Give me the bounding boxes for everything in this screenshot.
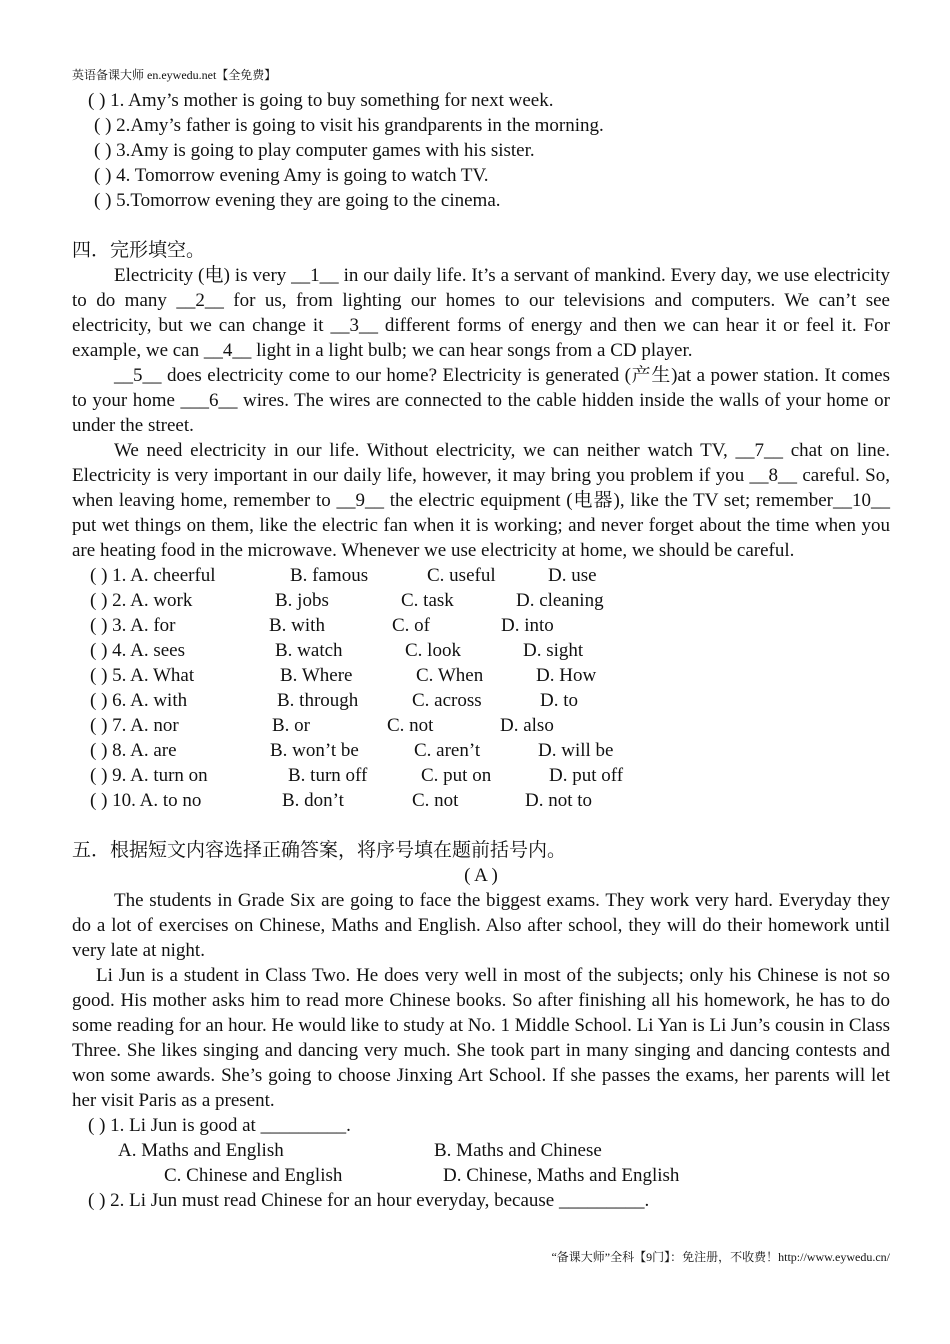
choice-row: A. Maths and English B. Maths and Chinese — [118, 1140, 602, 1161]
cloze-paragraph: Electricity (电) is very __1__ in our daily life. It’s a servant of mankind. Every day, we use electricity to do many __2__ for us, from lighting our homes to our televisions and computers. We can’t see electricity, but we can change it __3__ different forms of energy and then we can hear it or feel it. For example, we can __4__ light in a light bulb; we can hear songs from a CD player. — [72, 265, 890, 361]
tf-item: ( ) 1. Amy’s mother is going to buy something for next week. — [88, 90, 554, 111]
cloze-paragraph: We need electricity in our life. Without electricity, we can neither watch TV, __7__ chat on line. Electricity is very important in our daily life, however, it may bring you problem if you __8__ careful. So, when leaving home, remember to __9__ the electric equipment (电器), like the TV set; remember__10__ put wet things on them, like the electric fan when it is working; and never forget about the time when you are heating food in the microwave. Whenever we use electricity at home, we should be careful. — [72, 440, 890, 561]
tf-item: ( ) 2.Amy’s father is going to visit his grandparents in the morning. — [94, 115, 604, 136]
option-row: ( ) 3. A. for B. with C. of D. into — [90, 615, 554, 636]
page-header: 英语备课大师 en.eywedu.net【全免费】 — [72, 68, 277, 82]
option-row: ( ) 8. A. are B. won’t be C. aren’t D. will be — [90, 740, 614, 761]
document-page — [72, 66, 890, 1213]
option-row: ( ) 2. A. work B. jobs C. task D. cleaning — [90, 590, 604, 611]
page-footer: “备课大师”全科【9门】：免注册，不收费！http://www.eywedu.cn/ — [551, 1250, 890, 1264]
option-row: ( ) 1. A. cheerful B. famous C. useful D. use — [90, 565, 597, 586]
tf-item: ( ) 4. Tomorrow evening Amy is going to watch TV. — [94, 165, 489, 186]
option-row: ( ) 4. A. sees B. watch C. look D. sight — [90, 640, 584, 661]
tf-item: ( ) 3.Amy is going to play computer games with his sister. — [94, 140, 535, 161]
reading-paragraph: Li Jun is a student in Class Two. He does very well in most of the subjects; only his Chinese is not so good. His mother asks him to read more Chinese books. So after finishing all his homework, he has to do some reading for an hour. He would like to study at No. 1 Middle School. Li Yan is Li Jun’s cousin in Class Three. She likes singing and dancing very much. She took part in many singing and dancing contests and won some awards. She’s going to choose Jinxing Art School. If she passes the exams, her parents will let her visit Paris as a present. — [72, 965, 891, 1111]
tf-item: ( ) 5.Tomorrow evening they are going to the cinema. — [94, 190, 501, 211]
option-row: ( ) 6. A. with B. through C. across D. to — [90, 690, 578, 711]
question: ( ) 2. Li Jun must read Chinese for an hour everyday, because _________. — [88, 1190, 650, 1211]
option-row: ( ) 5. A. What B. Where C. When D. How — [90, 665, 597, 686]
question: ( ) 1. Li Jun is good at _________. — [88, 1115, 351, 1136]
option-row: ( ) 7. A. nor B. or C. not D. also — [90, 715, 554, 736]
passage-label: ( A ) — [464, 865, 498, 886]
cloze-paragraph: __5__ does electricity come to our home? Electricity is generated (产生)at a power station. It comes to your home ___6__ wires. The wires are connected to the cable hidden inside the walls of your home or under the street. — [72, 365, 890, 436]
option-row: ( ) 10. A. to no B. don’t C. not D. not to — [90, 790, 593, 811]
option-row: ( ) 9. A. turn on B. turn off C. put on D. put off — [90, 765, 624, 786]
section-5-title: 五．根据短文内容选择正确答案，将序号填在题前括号内。 — [72, 840, 567, 861]
reading-paragraph: The students in Grade Six are going to face the biggest exams. They work very hard. Everyday they do a lot of exercises on Chinese, Maths and English. Also after school, they will do their homework until very late at night. — [72, 890, 890, 961]
section-4-title: 四．完形填空。 — [72, 240, 206, 261]
true-false-list — [72, 88, 890, 213]
choice-row: C. Chinese and English D. Chinese, Maths and English — [164, 1165, 680, 1186]
cloze-options — [72, 563, 890, 813]
